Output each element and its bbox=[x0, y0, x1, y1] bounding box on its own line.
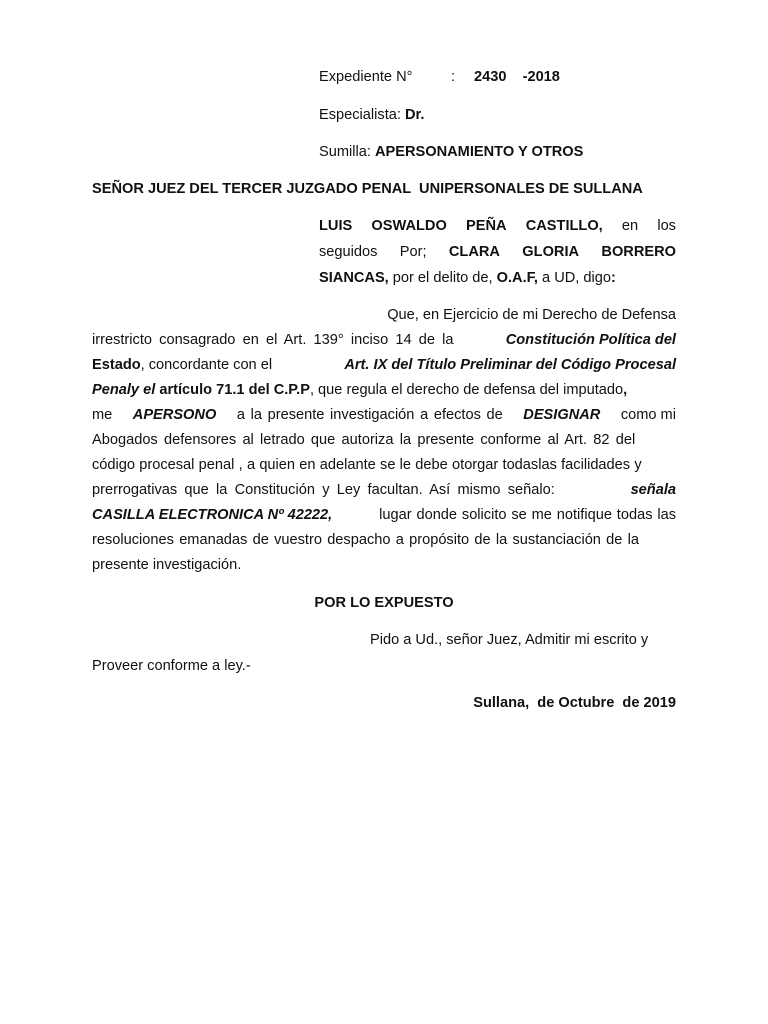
body-text: lugar donde solicito se me notifique todas las bbox=[379, 507, 676, 523]
sumilla-value: APERSONAMIENTO Y OTROS bbox=[374, 144, 584, 160]
intro-line-1 bbox=[319, 217, 676, 235]
body-line-2 bbox=[92, 331, 676, 349]
intro-line-3 bbox=[319, 269, 616, 287]
especialista-value: Dr. bbox=[405, 107, 425, 123]
body-text: , que regula el derecho de defensa del imputado bbox=[309, 382, 624, 398]
body-line-10: resoluciones emanadas de vuestro despacho a propósito de la sustanciación de la bbox=[92, 532, 640, 548]
body-line-9 bbox=[92, 506, 676, 524]
body-line-4 bbox=[92, 381, 676, 399]
especialista-line bbox=[319, 106, 424, 124]
expediente-colon: : bbox=[451, 69, 456, 85]
expediente-line bbox=[319, 68, 412, 86]
intro-word: seguidos bbox=[319, 244, 378, 260]
body-text: , concordante con el bbox=[140, 357, 273, 373]
intro-line-2 bbox=[319, 243, 676, 261]
body-line-5 bbox=[92, 406, 676, 424]
intro-word: en bbox=[621, 218, 639, 234]
body-line-1: Que, en Ejercicio de mi Derecho de Defensa bbox=[387, 307, 676, 323]
intro-word: CASTILLO, bbox=[525, 218, 603, 234]
closing-request-line-1: Pido a Ud., señor Juez, Admitir mi escrito y bbox=[370, 632, 649, 648]
intro-word: Por; bbox=[399, 244, 427, 260]
body-line-7: código procesal penal , a quien en adelante se le debe otorgar todaslas facilidades y bbox=[92, 457, 642, 473]
sumilla-label: Sumilla: bbox=[319, 144, 371, 160]
body-text: a la presente investigación a efectos de bbox=[236, 407, 503, 423]
expediente-number-value: 2430 bbox=[474, 69, 507, 85]
body-bold: artículo 71.1 del C.P.P bbox=[159, 382, 310, 398]
intro-bold: SIANCAS, bbox=[319, 270, 389, 286]
body-line-8 bbox=[92, 481, 676, 499]
closing-heading: POR LO EXPUESTO bbox=[314, 595, 454, 611]
body-bold: Estado bbox=[92, 357, 141, 373]
body-line-6: Abogados defensores al letrado que autoriza la presente conforme al Art. 82 del bbox=[92, 432, 636, 448]
especialista-label: Especialista: bbox=[319, 107, 401, 123]
body-bold: Art. IX del Título Preliminar del Código Procesal bbox=[344, 357, 676, 373]
intro-word: OSWALDO bbox=[371, 218, 447, 234]
intro-text: por el delito de, bbox=[388, 270, 497, 286]
body-bold: Constitución Política del bbox=[505, 332, 676, 348]
closing-request-line-2: Proveer conforme a ley.- bbox=[92, 658, 251, 674]
body-bold: APERSONO bbox=[132, 407, 217, 423]
intro-word: LUIS bbox=[319, 218, 353, 234]
expediente-year-value: -2018 bbox=[522, 69, 560, 85]
body-text: me bbox=[92, 407, 113, 423]
body-bold: , bbox=[623, 382, 628, 398]
intro-word: los bbox=[657, 218, 676, 234]
body-bold: señala bbox=[630, 482, 676, 498]
expediente-label: Expediente N° bbox=[319, 69, 413, 85]
expediente-number bbox=[474, 68, 560, 86]
body-text: como mi bbox=[620, 407, 676, 423]
intro-word: GLORIA bbox=[522, 244, 580, 260]
body-line-3 bbox=[92, 356, 676, 374]
intro-word: CLARA bbox=[448, 244, 500, 260]
sumilla-line bbox=[319, 143, 583, 161]
body-line-11: presente investigación. bbox=[92, 557, 242, 573]
body-text: irrestricto consagrado en el Art. 139° inciso 14 de la bbox=[92, 332, 454, 348]
body-bold: Penaly el bbox=[92, 382, 156, 398]
body-text: prerrogativas que la Constitución y Ley facultan. Así mismo señalo: bbox=[92, 482, 555, 498]
intro-bold: O.A.F, bbox=[496, 270, 538, 286]
intro-bold: : bbox=[611, 270, 616, 286]
intro-word: BORRERO bbox=[601, 244, 676, 260]
intro-text: a UD, digo bbox=[538, 270, 612, 286]
closing-date: Sullana, de Octubre de 2019 bbox=[473, 695, 676, 711]
body-bold: DESIGNAR bbox=[523, 407, 601, 423]
intro-word: PEÑA bbox=[466, 218, 507, 234]
body-segment bbox=[92, 356, 272, 374]
addressee: SEÑOR JUEZ DEL TERCER JUZGADO PENAL UNIPERSONALES DE SULLANA bbox=[92, 181, 643, 197]
body-segment bbox=[92, 381, 627, 399]
body-bold: CASILLA ELECTRONICA Nº 42222, bbox=[92, 507, 333, 523]
